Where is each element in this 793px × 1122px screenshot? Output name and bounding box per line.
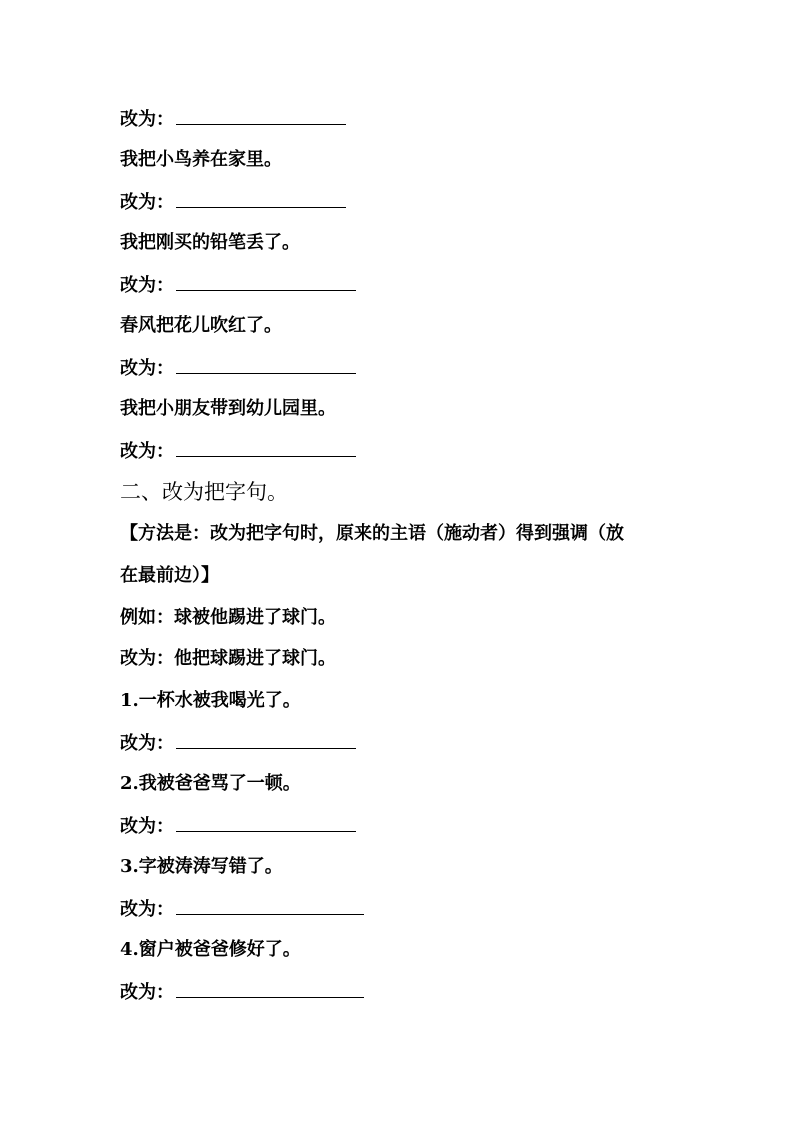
answer-line: 改为：: [120, 896, 364, 922]
question-line: 春风把花儿吹红了。: [120, 315, 282, 336]
answer-blank[interactable]: [176, 979, 364, 998]
question-line: 1.一杯水被我喝光了。: [120, 690, 301, 711]
answer-line: 改为：: [120, 438, 356, 464]
method-note-line2: 在最前边）】: [120, 565, 219, 586]
answer-line: 改为：: [120, 813, 356, 839]
example-answer: 改为：他把球踢进了球门。: [120, 648, 336, 669]
answer-line: 改为：: [120, 189, 346, 215]
question-line: 我把小朋友带到幼儿园里。: [120, 398, 336, 419]
question-line: 4.窗户被爸爸修好了。: [120, 939, 301, 960]
method-note-line1: 【方法是：改为把字句时，原来的主语（施动者）得到强调（放: [120, 523, 624, 544]
answer-blank[interactable]: [176, 730, 356, 749]
answer-blank[interactable]: [176, 106, 346, 125]
answer-blank[interactable]: [176, 272, 356, 291]
answer-blank[interactable]: [176, 896, 364, 915]
answer-line: 改为：: [120, 979, 364, 1005]
section-heading: 二、改为把字句。: [120, 480, 288, 504]
question-line: 2.我被爸爸骂了一顿。: [120, 773, 301, 794]
answer-blank[interactable]: [176, 355, 356, 374]
question-line: 我把小鸟养在家里。: [120, 149, 282, 170]
example-question: 例如：球被他踢进了球门。: [120, 607, 336, 628]
answer-blank[interactable]: [176, 189, 346, 208]
answer-blank[interactable]: [176, 813, 356, 832]
answer-line: 改为：: [120, 272, 356, 298]
answer-line: 改为：: [120, 355, 356, 381]
answer-blank[interactable]: [176, 438, 356, 457]
answer-line: 改为：: [120, 730, 356, 756]
answer-line: 改为：: [120, 106, 346, 132]
question-line: 3.字被涛涛写错了。: [120, 856, 283, 877]
question-line: 我把刚买的铅笔丢了。: [120, 232, 300, 253]
